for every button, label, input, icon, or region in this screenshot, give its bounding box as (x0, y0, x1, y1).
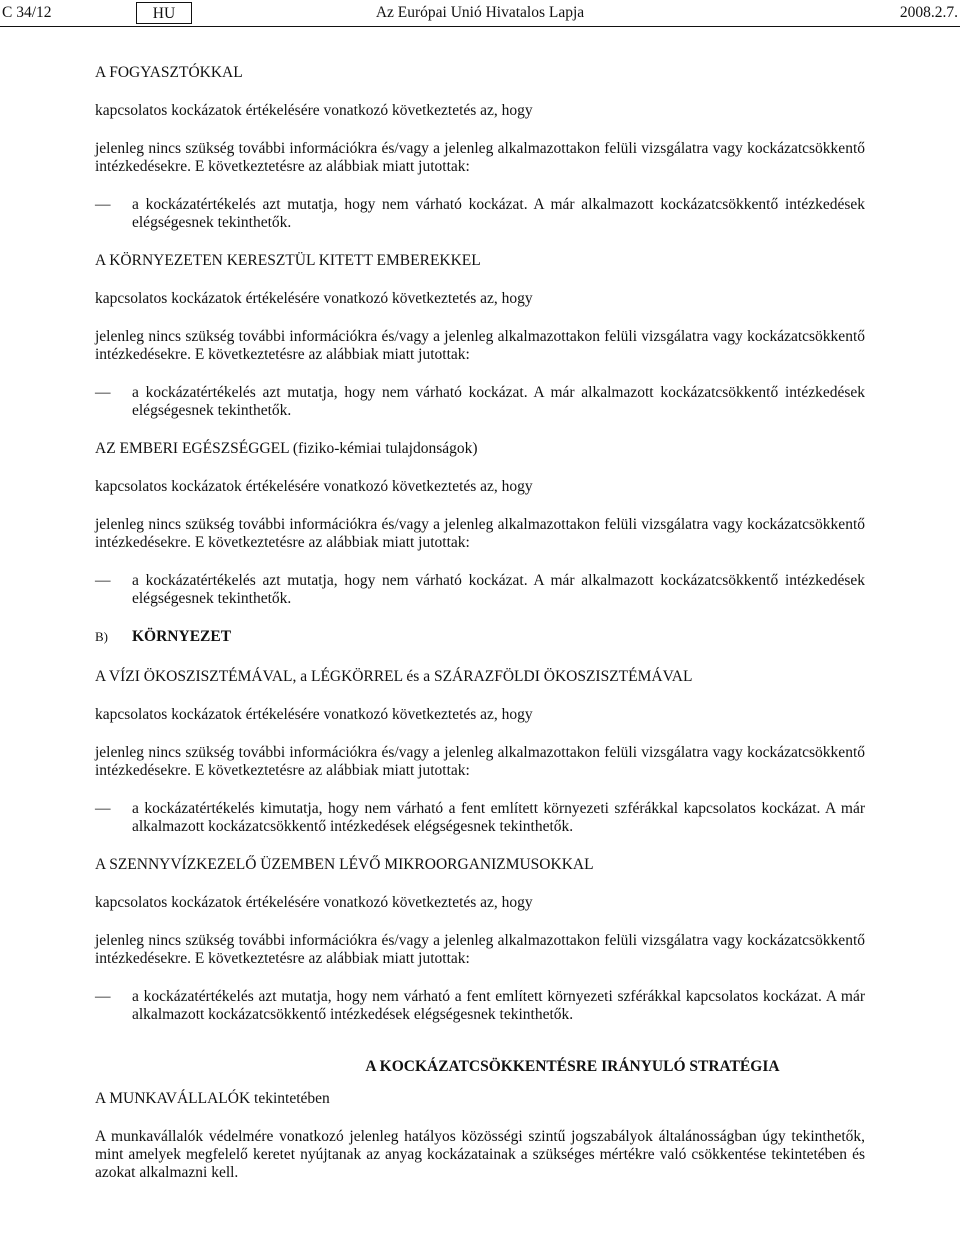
page-number: C 34/12 (2, 4, 52, 21)
conclusion-text: kapcsolatos kockázatok értékelésére vonatkozó következtetés az, hogy (95, 102, 533, 119)
journal-title: Az Európai Unió Hivatalos Lapja (375, 4, 585, 21)
no-need-text: jelenleg nincs szükség további információkra és/vagy a jelenleg alkalmazottakon felüli vizsgálatra vagy kockázatcsökkentő intézkedésekre. E következtetésre az alábbiak miatt jutottak: (95, 744, 865, 779)
bullet-item (95, 988, 865, 1024)
no-need-text: jelenleg nincs szükség további információkra és/vagy a jelenleg alkalmazottakon felüli vizsgálatra vagy kockázatcsökkentő intézkedésekre. E következtetésre az alábbiak miatt jutottak: (95, 932, 865, 967)
conclusion-text: kapcsolatos kockázatok értékelésére vonatkozó következtetés az, hogy (95, 290, 533, 307)
block-sewage-microorganisms (95, 856, 865, 1024)
bullet-item (95, 572, 865, 608)
bullet-text: a kockázatértékelés azt mutatja, hogy nem várható kockázat. A már alkalmazott kockázatcsökkentő intézkedések elégségesnek tekinthetők. (132, 196, 865, 231)
header-rule (0, 26, 960, 27)
bullet-item (95, 800, 865, 836)
bullet-text: a kockázatértékelés azt mutatja, hogy nem várható kockázat. A már alkalmazott kockázatcsökkentő intézkedések elégségesnek tekinthetők. (132, 572, 865, 607)
bullet-item (95, 384, 865, 420)
block-heading: A VÍZI ÖKOSZISZTÉMÁVAL, a LÉGKÖRREL és a SZÁRAZFÖLDI ÖKOSZISZTÉMÁVAL (95, 668, 693, 685)
dash-marker: — (95, 384, 111, 401)
strategy-subheading: A MUNKAVÁLLALÓK tekintetében (95, 1090, 330, 1107)
conclusion-text: kapcsolatos kockázatok értékelésére vonatkozó következtetés az, hogy (95, 706, 533, 723)
publication-date: 2008.2.7. (899, 4, 958, 21)
section-title: KÖRNYEZET (132, 628, 232, 645)
block-consumers (95, 64, 865, 232)
block-human-health (95, 440, 865, 608)
section-letter: B) (95, 629, 108, 644)
no-need-text: jelenleg nincs szükség további információkra és/vagy a jelenleg alkalmazottakon felüli vizsgálatra vagy kockázatcsökkentő intézkedésekre. E következtetésre az alábbiak miatt jutottak: (95, 140, 865, 175)
page-header (0, 0, 960, 28)
block-heading: AZ EMBERI EGÉSZSÉGGEL (fiziko-kémiai tulajdonságok) (95, 440, 478, 457)
block-heading: A SZENNYVÍZKEZELŐ ÜZEMBEN LÉVŐ MIKROORGANIZMUSOKKAL (95, 856, 594, 873)
bullet-text: a kockázatértékelés kimutatja, hogy nem várható a fent említett környezeti szférákkal kapcsolatos kockázat. A már alkalmazott kockázatcsökkentő intézkedések elégségesnek tekinthetők. (132, 800, 865, 835)
block-aquatic-ecosystem (95, 668, 865, 836)
no-need-text: jelenleg nincs szükség további információkra és/vagy a jelenleg alkalmazottakon felüli vizsgálatra vagy kockázatcsökkentő intézkedésekre. E következtetésre az alábbiak miatt jutottak: (95, 516, 865, 551)
strategy-title: A KOCKÁZATCSÖKKENTÉSRE IRÁNYULÓ STRATÉGIA (365, 1058, 780, 1075)
block-environment-exposed (95, 252, 865, 420)
bullet-item (95, 196, 865, 232)
document-body (95, 64, 865, 1202)
block-heading: A FOGYASZTÓKKAL (95, 64, 243, 81)
conclusion-text: kapcsolatos kockázatok értékelésére vonatkozó következtetés az, hogy (95, 894, 533, 911)
dash-marker: — (95, 800, 111, 817)
dash-marker: — (95, 196, 111, 213)
section-b-heading (95, 628, 865, 646)
block-heading: A KÖRNYEZETEN KERESZTÜL KITETT EMBEREKKEL (95, 252, 481, 269)
language-badge: HU (136, 2, 192, 24)
bullet-text: a kockázatértékelés azt mutatja, hogy nem várható a fent említett környezeti szférákkal kapcsolatos kockázat. A már alkalmazott kockázatcsökkentő intézkedések elégségesnek tekinthetők. (132, 988, 865, 1023)
bullet-text: a kockázatértékelés azt mutatja, hogy nem várható kockázat. A már alkalmazott kockázatcsökkentő intézkedések elégségesnek tekinthetők. (132, 384, 865, 419)
dash-marker: — (95, 572, 111, 589)
no-need-text: jelenleg nincs szükség további információkra és/vagy a jelenleg alkalmazottakon felüli vizsgálatra vagy kockázatcsökkentő intézkedésekre. E következtetésre az alábbiak miatt jutottak: (95, 328, 865, 363)
strategy-text: A munkavállalók védelmére vonatkozó jelenleg hatályos közösségi szintű jogszabályok általánosságban úgy tekinthetők, mint amelyek megfelelő keretet nyújtanak az anyag kockázatainak a szükséges mértékre való csökkentése tekintetében és azokat alkalmazni kell. (95, 1128, 865, 1181)
conclusion-text: kapcsolatos kockázatok értékelésére vonatkozó következtetés az, hogy (95, 478, 533, 495)
dash-marker: — (95, 988, 111, 1005)
